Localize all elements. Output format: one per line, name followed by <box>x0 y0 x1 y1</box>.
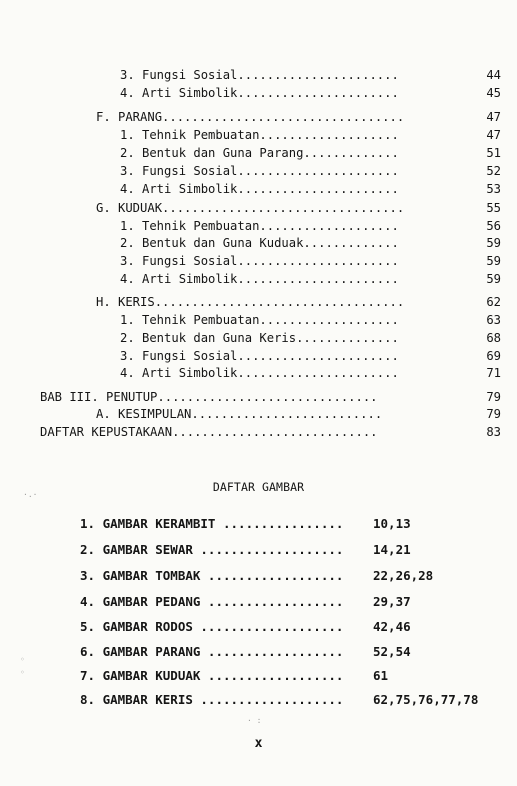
figure-list-item <box>80 591 411 613</box>
toc-entry-title: 4. Arti Simbolik...................... <box>120 366 399 380</box>
toc-entry-title: 2. Bentuk dan Guna Parang............. <box>120 146 399 160</box>
figure-list-item <box>80 665 389 687</box>
page-number: x <box>254 736 263 751</box>
toc-section-entry <box>96 108 517 126</box>
toc-entry <box>120 217 517 235</box>
toc-entry <box>120 234 517 252</box>
toc-entry <box>120 270 517 288</box>
toc-entry-title: H. KERIS.................................. <box>96 295 405 309</box>
scan-speck: ·.· <box>23 490 38 499</box>
toc-entry <box>120 66 517 84</box>
figure-list-item <box>80 513 411 535</box>
toc-entry-page: 45 <box>486 86 501 100</box>
toc-entry-page: 79 <box>486 407 501 421</box>
toc-entry <box>120 347 517 365</box>
toc-entry-page: 59 <box>486 272 501 286</box>
figure-title: 2. GAMBAR SEWAR ................... <box>80 542 344 557</box>
figure-title: 3. GAMBAR TOMBAK .................. <box>80 568 344 583</box>
toc-entry <box>120 364 517 382</box>
figure-list-item <box>80 616 411 638</box>
toc-entry-page: 47 <box>486 128 501 142</box>
toc-entry-page: 71 <box>486 366 501 380</box>
toc-chapter-entry <box>40 388 517 406</box>
toc-entry <box>120 162 517 180</box>
toc-section-entry <box>96 199 517 217</box>
toc-entry-title: 3. Fungsi Sosial...................... <box>120 68 399 82</box>
toc-entry <box>120 329 517 347</box>
figure-list-item <box>80 539 411 561</box>
toc-entry-page: 47 <box>486 110 501 124</box>
toc-entry-title: 3. Fungsi Sosial...................... <box>120 164 399 178</box>
toc-entry-page: 62 <box>486 295 501 309</box>
toc-entry-page: 55 <box>486 201 501 215</box>
toc-entry <box>120 180 517 198</box>
toc-entry-page: 83 <box>486 425 501 439</box>
figure-pages: 14,21 <box>373 542 411 557</box>
toc-entry-title: 1. Tehnik Pembuatan................... <box>120 219 399 233</box>
scan-speck: ◦ <box>20 655 25 664</box>
toc-entry-title: 3. Fungsi Sosial...................... <box>120 349 399 363</box>
figure-title: 8. GAMBAR KERIS ................... <box>80 692 344 707</box>
toc-entry-title: 3. Fungsi Sosial...................... <box>120 254 399 268</box>
toc-entry <box>120 311 517 329</box>
toc-entry-page: 59 <box>486 236 501 250</box>
toc-entry-page: 59 <box>486 254 501 268</box>
figure-title: 7. GAMBAR KUDUAK .................. <box>80 668 344 683</box>
toc-entry-page: 63 <box>486 313 501 327</box>
figure-list-item <box>80 689 479 711</box>
toc-entry-title: A. KESIMPULAN.......................... <box>96 407 383 421</box>
toc-entry-title: DAFTAR KEPUSTAKAAN............................ <box>40 425 378 439</box>
toc-entry-page: 68 <box>486 331 501 345</box>
toc-entry-title: 2. Bentuk dan Guna Kuduak............. <box>120 236 399 250</box>
toc-section-entry <box>96 293 517 311</box>
toc-entry <box>120 84 517 102</box>
toc-entry-title: 4. Arti Simbolik...................... <box>120 182 399 196</box>
toc-entry-title: 4. Arti Simbolik...................... <box>120 272 399 286</box>
toc-entry-title: F. PARANG................................. <box>96 110 405 124</box>
scan-speck: · : <box>247 716 262 725</box>
figure-title: 6. GAMBAR PARANG .................. <box>80 644 344 659</box>
figure-pages: 22,26,28 <box>373 568 434 583</box>
toc-entry-title: 1. Tehnik Pembuatan................... <box>120 128 399 142</box>
toc-entry-title: 1. Tehnik Pembuatan................... <box>120 313 399 327</box>
figure-title: 4. GAMBAR PEDANG .................. <box>80 594 344 609</box>
figure-pages: 42,46 <box>373 619 411 634</box>
toc-entry <box>120 144 517 162</box>
toc-entry-title: BAB III. PENUTUP.............................. <box>40 390 378 404</box>
toc-entry-title: 2. Bentuk dan Guna Keris.............. <box>120 331 399 345</box>
toc-entry-title: 4. Arti Simbolik...................... <box>120 86 399 100</box>
toc-entry-page: 79 <box>486 390 501 404</box>
figure-pages: 10,13 <box>373 516 411 531</box>
toc-section-entry <box>96 405 517 423</box>
toc-entry-page: 56 <box>486 219 501 233</box>
figure-list-item <box>80 641 411 663</box>
list-of-figures-heading: DAFTAR GAMBAR <box>212 480 305 494</box>
figure-pages: 29,37 <box>373 594 411 609</box>
toc-entry-page: 51 <box>486 146 501 160</box>
figure-title: 1. GAMBAR KERAMBIT ................ <box>80 516 344 531</box>
figure-pages: 62,75,76,77,78 <box>373 692 479 707</box>
figure-title: 5. GAMBAR RODOS ................... <box>80 619 344 634</box>
toc-entry-page: 53 <box>486 182 501 196</box>
toc-entry-page: 69 <box>486 349 501 363</box>
toc-entry <box>120 126 517 144</box>
toc-entry-page: 52 <box>486 164 501 178</box>
toc-entry-title: G. KUDUAK................................. <box>96 201 405 215</box>
toc-chapter-entry <box>40 423 517 441</box>
scan-speck: ◦ <box>20 668 25 677</box>
toc-entry-page: 44 <box>486 68 501 82</box>
figure-pages: 52,54 <box>373 644 411 659</box>
figure-pages: 61 <box>373 668 389 683</box>
figure-list-item <box>80 565 434 587</box>
toc-entry <box>120 252 517 270</box>
